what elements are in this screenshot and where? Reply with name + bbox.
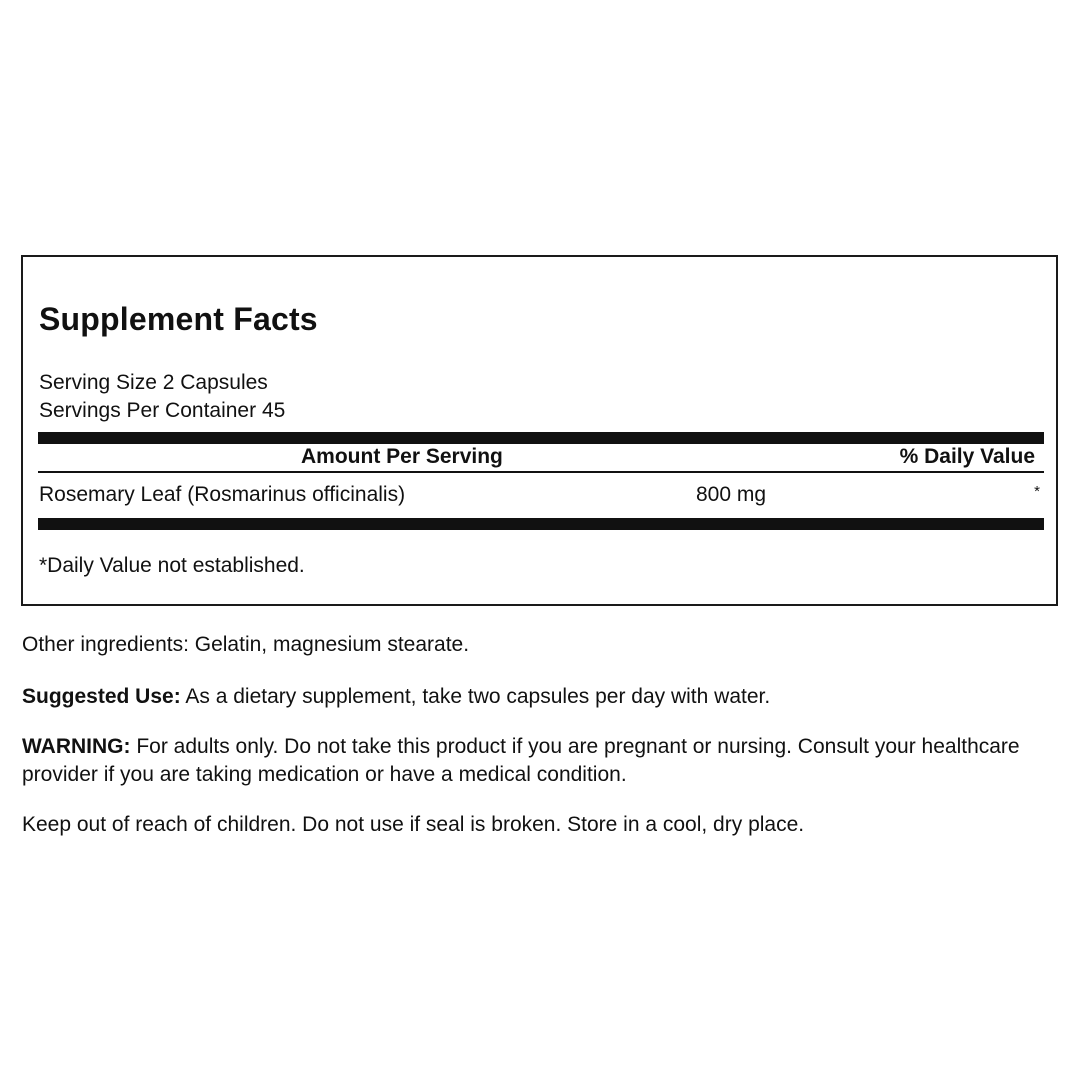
suggested-use [22, 683, 1052, 711]
warning-label: WARNING: [22, 735, 131, 758]
storage-instructions: Keep out of reach of children. Do not use if seal is broken. Store in a cool, dry place. [22, 813, 805, 836]
thick-divider-bottom [38, 518, 1044, 530]
daily-value-header: % Daily Value [899, 445, 1035, 468]
warning [22, 733, 1052, 789]
panel-title: Supplement Facts [39, 301, 318, 337]
ingredient-name: Rosemary Leaf (Rosmarinus officinalis) [39, 483, 406, 506]
thick-divider-top [38, 432, 1044, 444]
ingredient-amount: 800 mg [696, 483, 767, 506]
thin-divider [38, 471, 1044, 473]
serving-size: Serving Size 2 Capsules [39, 371, 268, 394]
suggested-use-label: Suggested Use: [22, 685, 181, 708]
ingredient-daily-value: * [1034, 483, 1040, 500]
other-ingredients: Other ingredients: Gelatin, magnesium stearate. [22, 633, 470, 656]
daily-value-footnote: *Daily Value not established. [39, 554, 305, 577]
amount-per-serving-header: Amount Per Serving [301, 445, 503, 468]
servings-per-container: Servings Per Container 45 [39, 399, 286, 422]
suggested-use-text: As a dietary supplement, take two capsules per day with water. [180, 685, 771, 708]
supplement-facts-panel [21, 255, 1058, 606]
warning-text: For adults only. Do not take this product if you are pregnant or nursing. Consult your healthcare provider if you are taking medication or have a medical condition. [22, 735, 1020, 786]
